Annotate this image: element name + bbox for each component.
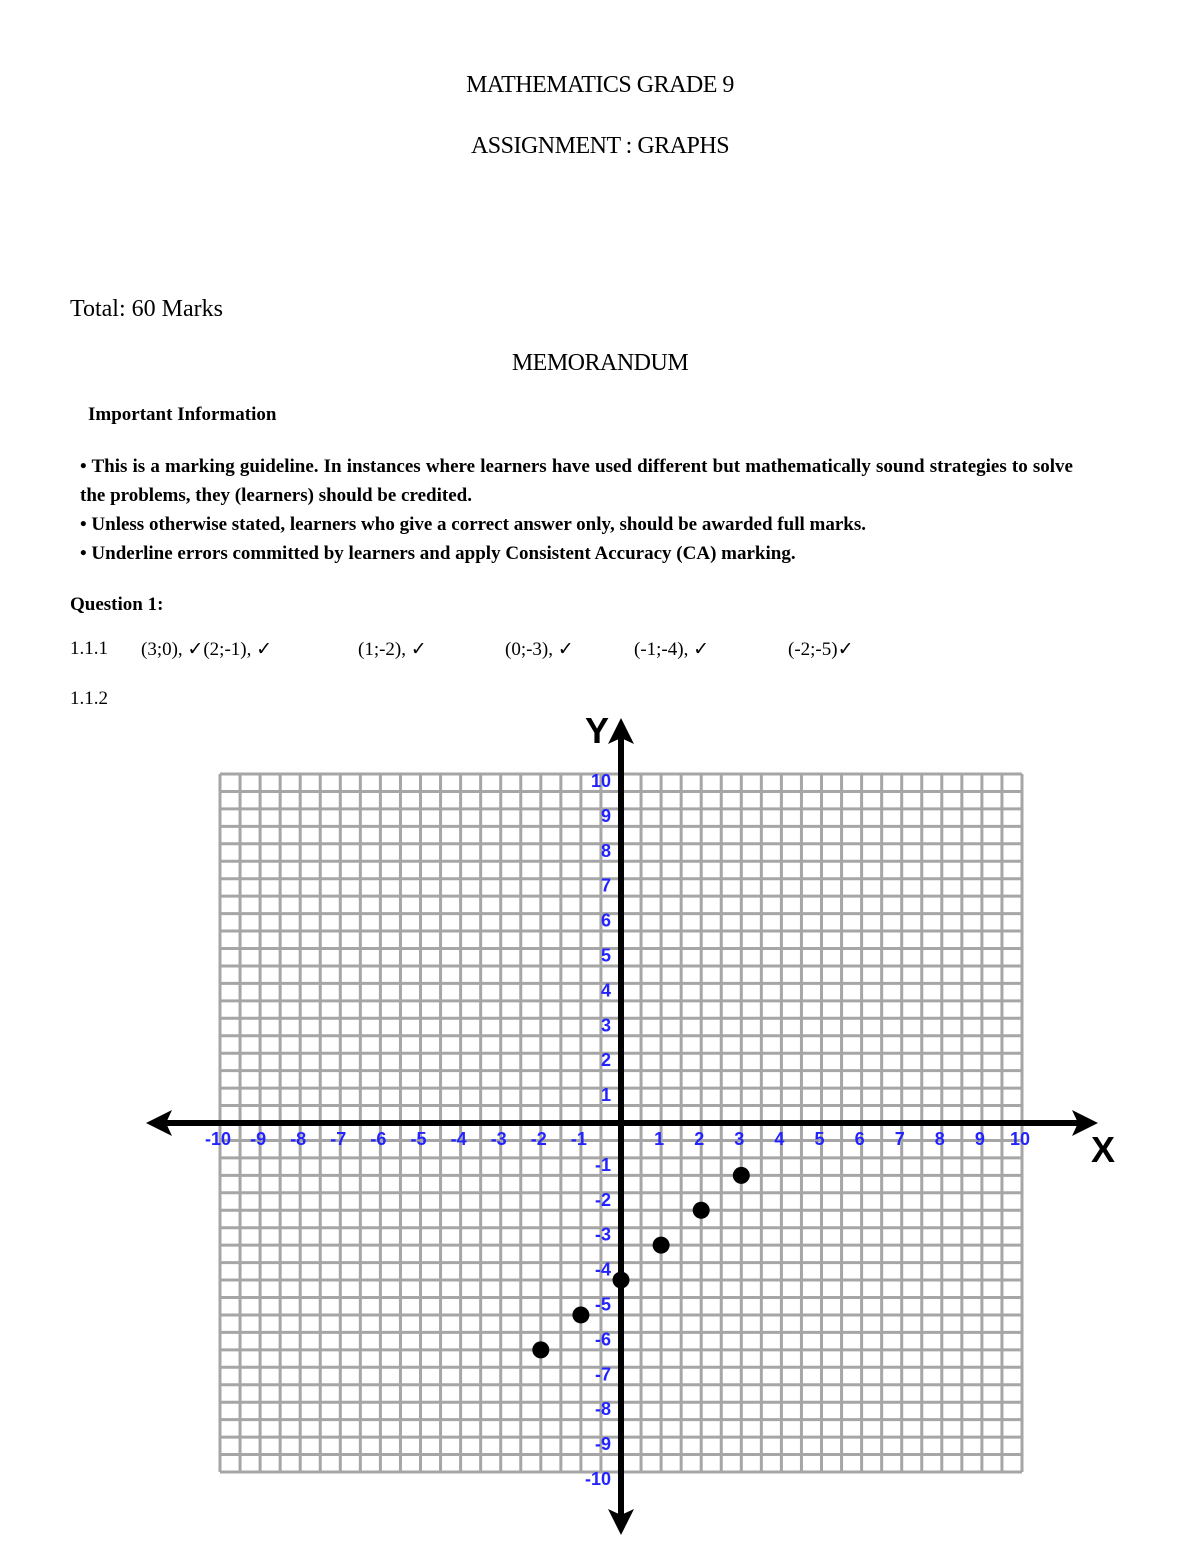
y-tick-label: 2 xyxy=(600,1050,611,1071)
x-tick-label: 2 xyxy=(694,1129,705,1149)
y-tick-label: 9 xyxy=(600,805,611,826)
y-axis-label: Y xyxy=(584,710,610,751)
data-point xyxy=(653,1237,670,1254)
answer-item: (-2;-5)✓ xyxy=(788,639,854,660)
graph-axes xyxy=(146,710,1115,1535)
answer-item: (-1;-4), ✓ xyxy=(634,639,710,660)
answer-item: (0;-3), ✓ xyxy=(505,639,574,660)
x-tick-label: -8 xyxy=(290,1129,307,1149)
data-point xyxy=(532,1341,549,1358)
y-tick-label: -7 xyxy=(594,1364,611,1385)
y-tick-label: 5 xyxy=(600,945,611,966)
y-tick-label: 8 xyxy=(600,840,611,861)
y-tick-label: 3 xyxy=(600,1015,611,1036)
x-tick-label: -10 xyxy=(204,1129,232,1149)
x-tick-label: -6 xyxy=(370,1129,387,1149)
y-tick-label: 1 xyxy=(600,1085,611,1106)
y-tick-label: 7 xyxy=(600,875,611,896)
info-bullet: • This is a marking guideline. In instances where learners have used different but mathematically sound strategies to solve the problems, they (learners) should be credited. xyxy=(80,456,1073,506)
document-subtitle: ASSIGNMENT : GRAPHS xyxy=(470,133,730,159)
total-marks: Total: 60 Marks xyxy=(70,296,223,322)
x-tick-label: -9 xyxy=(250,1129,267,1149)
answer-item: (3;0), ✓(2;-1), ✓ xyxy=(141,639,273,660)
y-tick-label: -10 xyxy=(584,1469,611,1489)
x-tick-label: -2 xyxy=(530,1129,547,1149)
x-tick-label: 5 xyxy=(814,1129,825,1149)
q111-label: 1.1.1 xyxy=(70,638,108,659)
x-tick-label: -4 xyxy=(450,1129,467,1149)
y-tick-label: -2 xyxy=(594,1189,611,1210)
x-tick-label: -7 xyxy=(330,1129,347,1149)
y-tick-label: 4 xyxy=(600,980,611,1001)
q112-label: 1.1.2 xyxy=(70,688,108,709)
data-point xyxy=(733,1167,750,1184)
info-bullet: • Unless otherwise stated, learners who give a correct answer only, should be awarded full marks. xyxy=(80,514,866,535)
x-tick-label: 7 xyxy=(894,1129,905,1149)
y-tick-label: -5 xyxy=(594,1294,611,1315)
y-tick-label: 6 xyxy=(600,910,611,931)
data-point xyxy=(693,1202,710,1219)
x-tick-label: -1 xyxy=(570,1129,587,1149)
y-tick-label: -4 xyxy=(594,1259,611,1280)
info-bullet: • Underline errors committed by learners and apply Consistent Accuracy (CA) marking. xyxy=(80,543,796,564)
y-tick-label: -6 xyxy=(594,1329,611,1350)
x-tick-label: -3 xyxy=(490,1129,507,1149)
data-point xyxy=(613,1272,630,1289)
x-tick-label: -5 xyxy=(410,1129,427,1149)
y-tick-label: -8 xyxy=(594,1399,611,1420)
answer-item: (1;-2), ✓ xyxy=(358,639,427,660)
x-tick-label: 6 xyxy=(854,1129,865,1149)
x-tick-label: 1 xyxy=(654,1129,665,1149)
x-tick-label: 10 xyxy=(1009,1129,1031,1149)
document-title: MATHEMATICS GRADE 9 xyxy=(466,72,734,98)
data-point xyxy=(572,1306,589,1323)
y-tick-label: -3 xyxy=(594,1224,611,1245)
question-title: Question 1: xyxy=(70,594,164,615)
memorandum-heading: MEMORANDUM xyxy=(511,350,689,376)
x-axis-label: X xyxy=(1090,1129,1116,1170)
x-tick-label: 8 xyxy=(934,1129,945,1149)
x-tick-label: 3 xyxy=(734,1129,745,1149)
y-tick-label: -9 xyxy=(594,1434,611,1455)
x-tick-label: 9 xyxy=(974,1129,985,1149)
y-tick-label: 10 xyxy=(590,771,611,791)
important-info-heading: Important Information xyxy=(88,404,277,425)
x-tick-label: 4 xyxy=(774,1129,785,1149)
y-tick-label: -1 xyxy=(594,1154,611,1175)
